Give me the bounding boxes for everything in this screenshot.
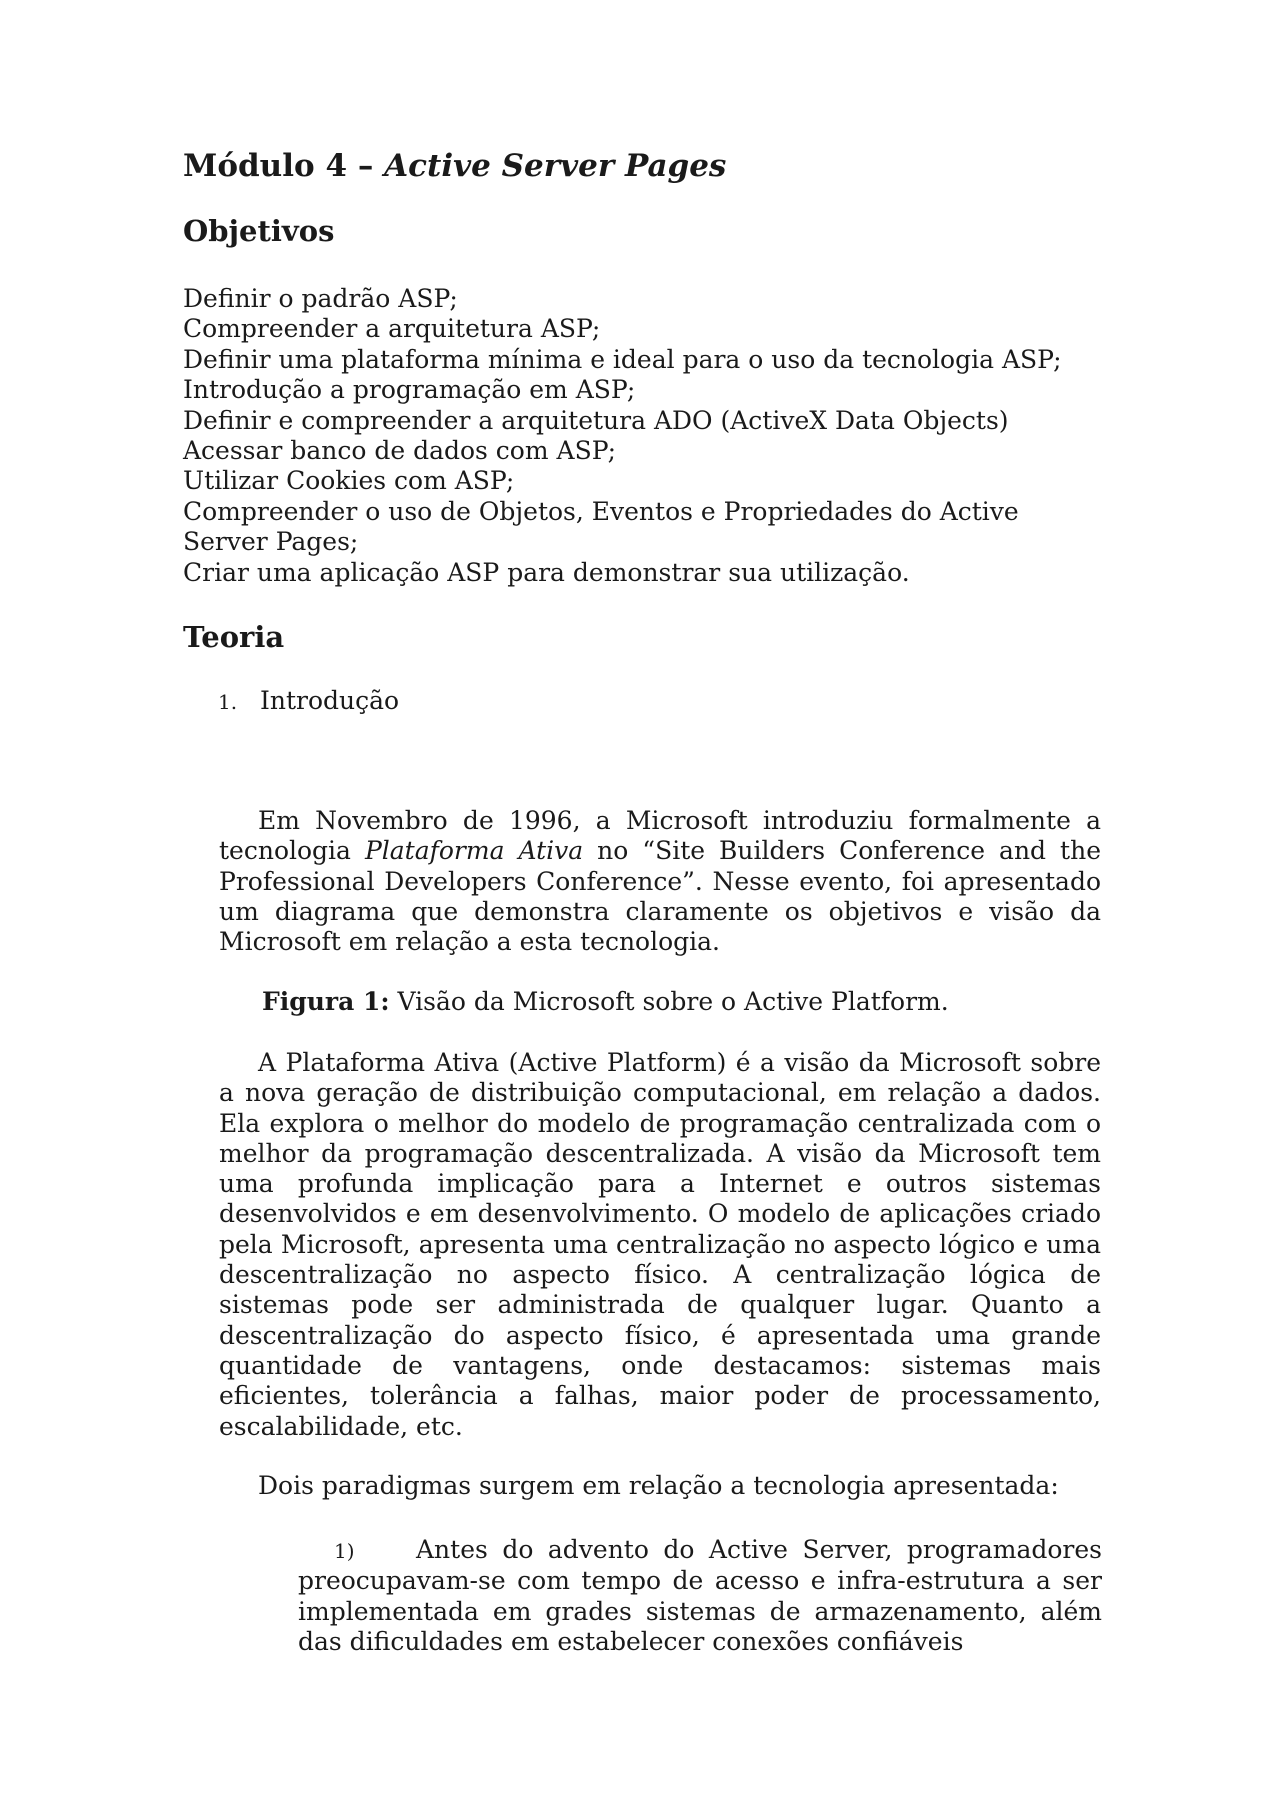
list-item: Acessar banco de dados com ASP; xyxy=(183,436,617,466)
section-number: 1. xyxy=(218,690,238,714)
figure-caption-label: Figura 1: xyxy=(262,987,390,1016)
list-item: Definir e compreender a arquitetura ADO (ActiveX Data Objects) xyxy=(183,405,1009,435)
title-italic: Active Server Pages xyxy=(384,148,727,184)
paragraph-paradigms: Dois paradigmas surgem em relação a tecnologia apresentada: xyxy=(258,1471,1059,1500)
page-title xyxy=(183,148,726,184)
list-item: Criar uma aplicação ASP para demonstrar sua utilização. xyxy=(183,557,910,587)
paragraph-intro-start: Em Novembro de 1996, a Microsoft introduziu formalmente a tecnologia xyxy=(219,806,1101,866)
list-item: Introdução a programação em ASP; xyxy=(183,375,636,405)
title-prefix: Módulo 4 – xyxy=(183,148,385,184)
item-number: 1) xyxy=(334,1539,355,1563)
objectives-list xyxy=(183,284,1103,588)
item-text: Antes do advento do Active Server, programadores preocupavam-se com tempo de acesso e infra-estrutura a ser implementada em grades sistemas de armazenamento, além das dificuldades em estabelecer conexões confiáveis xyxy=(298,1535,1102,1656)
paragraph-active-platform: A Plataforma Ativa (Active Platform) é a visão da Microsoft sobre a nova geração de distribuição computacional, em relação a dados. Ela explora o melhor do modelo de programação centralizada com o melhor da programação descentralizada. A visão da Microsoft tem uma profunda implicação para a Internet e outros sistemas desenvolvidos e em desenvolvimento. O modelo de aplicações criado pela Microsoft, apresenta uma centralização no aspecto lógico e uma descentralização no aspecto físico. A centralização lógica de sistemas pode ser administrada de qualquer lugar. Quanto a descentralização do aspecto físico, é apresentada uma grande quantidade de vantagens, onde destacamos: sistemas mais eficientes, tolerância a falhas, maior poder de processamento, escalabilidade, etc. xyxy=(219,1048,1101,1441)
section-heading-intro xyxy=(218,686,399,717)
objectives-heading: Objetivos xyxy=(183,214,335,248)
list-item: Compreender a arquitetura ASP; xyxy=(183,314,601,344)
figure-caption-text: Visão da Microsoft sobre o Active Platform. xyxy=(389,987,949,1016)
list-item: Utilizar Cookies com ASP; xyxy=(183,466,515,496)
paragraph-intro xyxy=(219,806,1101,957)
numbered-item-1 xyxy=(298,1535,1102,1657)
section-label: Introdução xyxy=(260,686,400,715)
paragraph-intro-end: no “Site Builders Conference and the Professional Developers Conference”. Nesse evento, foi apresentado um diagrama que demonstra claramente os objetivos e visão da Microsoft em relação a esta tecnologia. xyxy=(219,836,1101,957)
list-item: Definir uma plataforma mínima e ideal para o uso da tecnologia ASP; xyxy=(183,344,1062,374)
list-item: Definir o padrão ASP; xyxy=(183,284,458,313)
figure-caption xyxy=(262,987,949,1017)
list-item: Compreender o uso de Objetos, Eventos e Propriedades do Active Server Pages; xyxy=(183,496,1019,557)
paragraph-intro-italic: Plataforma Ativa xyxy=(364,836,584,866)
theory-heading: Teoria xyxy=(183,620,285,654)
